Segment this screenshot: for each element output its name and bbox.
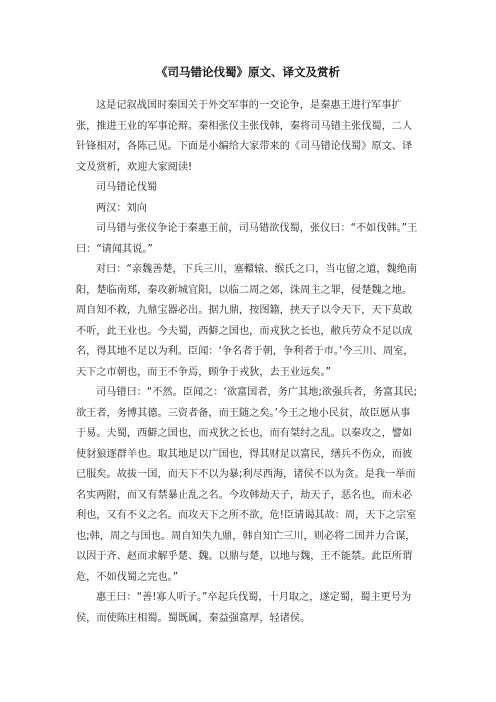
author-line: 两汉：刘向 [96, 202, 147, 214]
paragraph: 司马错与张仪争论于秦惠王前，司马错欲伐蜀，张仪曰：“不如伐韩。”王曰：“请闻其说。” [76, 223, 418, 255]
paragraph: 司马错曰：“不然。臣闻之：‘欲富国者，务广其地;欲强兵者，务富其民;欲王者，务博其德。三资者备，而王随之矣。’今王之地小民贫，故臣愿从事于易。夫蜀，西僻之国也，而戎狄之长也，而有桀纣之乱。以秦攻之，譬如使豺狼逐群羊也。取其地足以广国也，得其财足以富民，缮兵不伤众，而彼已服矣。故拔一国，而天下不以为暴;利尽西海，诸侯不以为贪。是我一举而名实两附，而又有禁暴止乱之名。今攻韩劫天子，劫天子，恶名也，而未必利也，又有不义之名。而攻天下之所不欲，危!臣请谒其故：周，天下之宗室也;韩，周之与国也。周自知失九鼎，韩自知亡三川，则必将二国并力合谋，以因于齐、赵而求解乎楚、魏。以鼎与楚，以地与魏，王不能禁。此臣所谓危，不如伐蜀之完也。” [76, 387, 418, 583]
intro-paragraph: 这是记叙战国时秦国关于外交军事的一交论争，是秦惠王进行军事扩张，推进王业的军事论辩。秦相张仪主张伐韩，秦将司马错主张伐蜀，二人针锋相对，各陈己见。下面是小编给大家带来的《司马错论伐蜀》原文、译文及赏析，欢迎大家阅读! [76, 100, 413, 173]
paragraph: 对曰：“亲魏善楚，下兵三川，塞轘辕、缑氏之口，当屯留之道，魏绝南阳，楚临南郑，秦攻新城宜阳，以临二周之郊，诛周主之罪，侵楚魏之地。周自知不救，九鼎宝器必出。据九鼎，按图籍，挟天子以令天下，天下莫敢不听，此王业也。今夫蜀，西僻之国也，而戎狄之长也，敝兵劳众不足以成名，得其地不足以为利。臣闻：‘争名者于朝，争利者于市。’今三川、周室，天下之市朝也，而王不争焉，顾争于戎狄，去王业远矣。” [76, 264, 418, 378]
paragraph: 惠王曰：“善!寡人听子。”卒起兵伐蜀，十月取之，遂定蜀，蜀主更号为侯，而使陈庄相蜀。蜀既属，秦益强富厚，轻诸侯。 [76, 592, 412, 624]
document-title: 《司马错论伐蜀》原文、译文及赏析 [156, 65, 340, 79]
document-body [76, 96, 420, 629]
section-heading: 司马错论伐蜀 [96, 182, 158, 193]
